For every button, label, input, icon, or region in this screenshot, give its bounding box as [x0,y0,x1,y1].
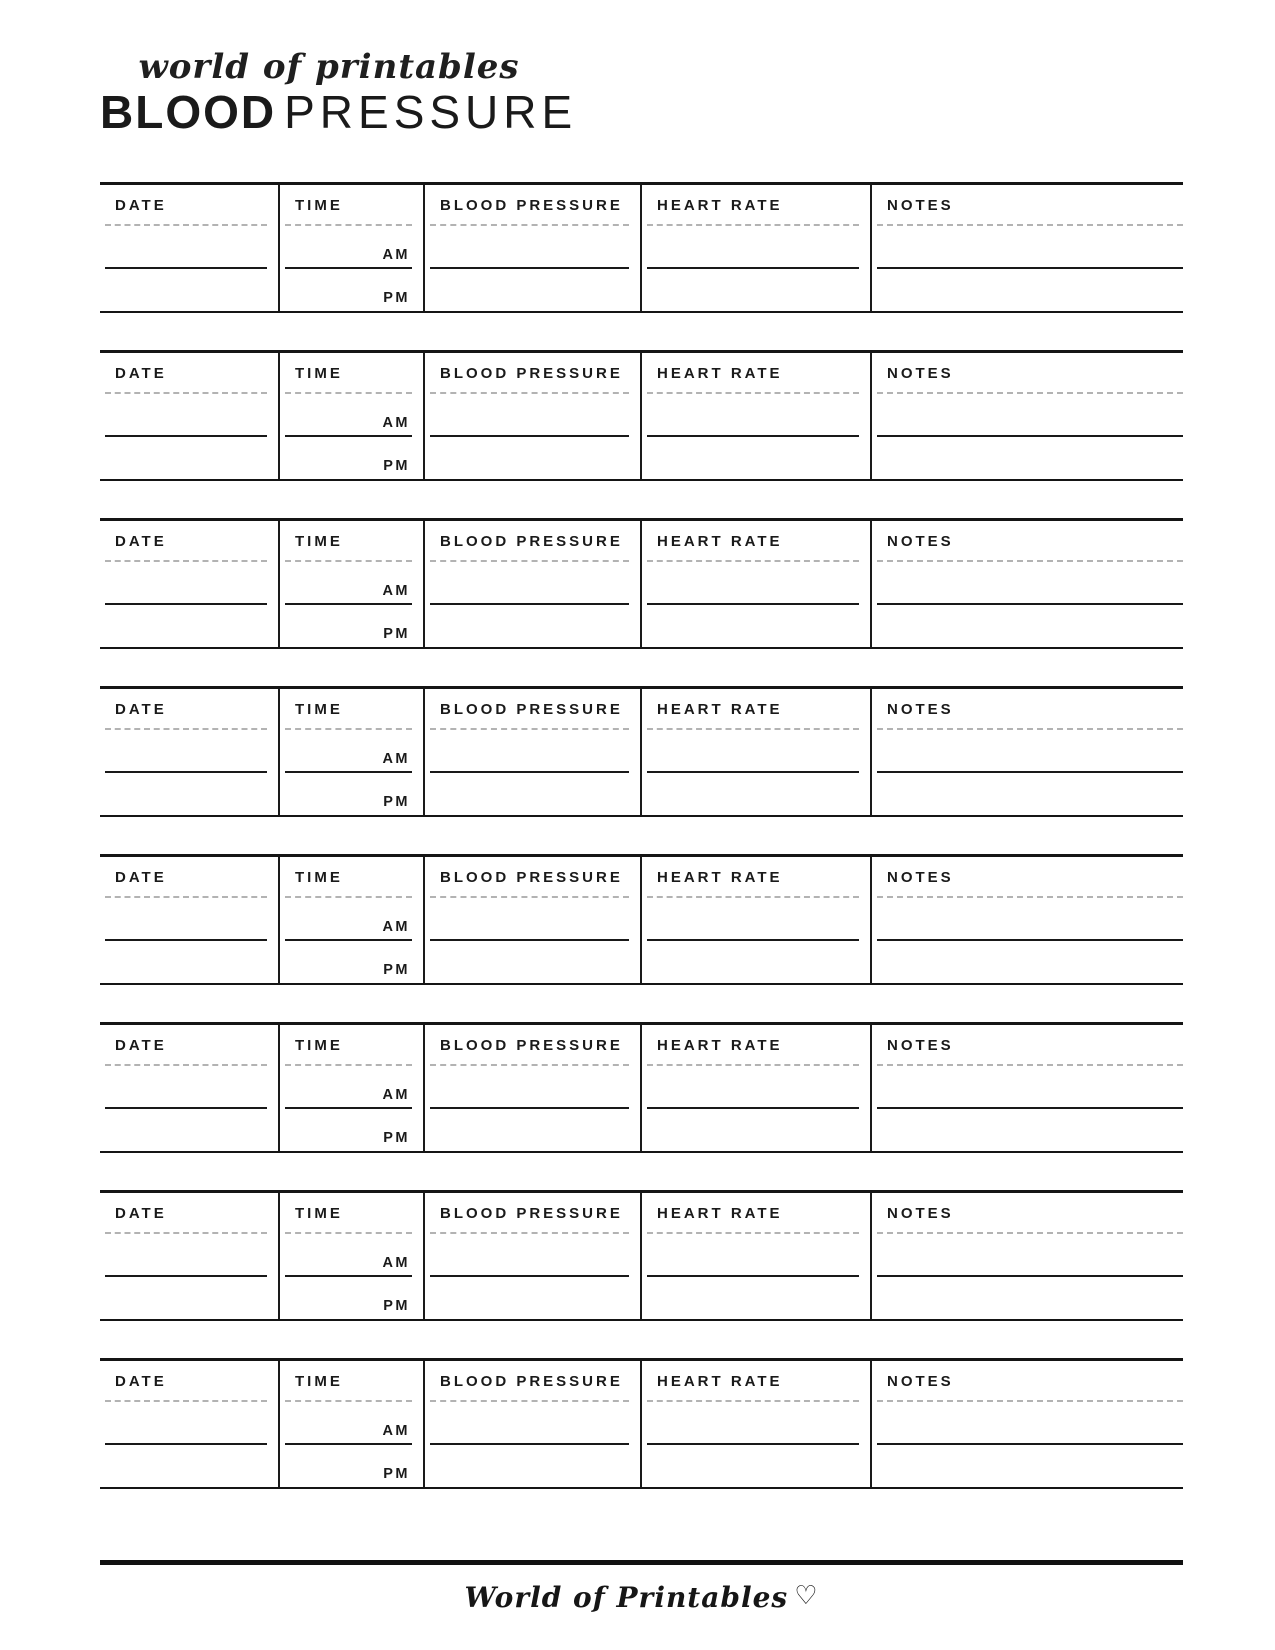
column-label-heart-rate: HEART RATE [657,1372,783,1390]
blood-pressure-pm-write-line [425,1444,642,1487]
date-am-write-line [100,1065,280,1108]
column-label-time: TIME [295,1204,343,1222]
bp-log-block [100,182,1183,313]
header-cell-time [280,1193,425,1233]
header-cell-date [100,689,280,729]
bp-log-block [100,686,1183,817]
notes-pm-write-line [872,940,1183,983]
pm-label: PM [383,1298,410,1314]
column-label-date: DATE [115,364,167,382]
header-cell-notes [872,857,1183,897]
time-pm-cell [280,268,425,311]
pm-label: PM [383,458,410,474]
blood-pressure-pm-write-line [425,268,642,311]
column-label-heart-rate: HEART RATE [657,532,783,550]
blood-pressure-am-write-line [425,897,642,940]
header-cell-time [280,1361,425,1401]
blood-pressure-pm-write-line [425,604,642,647]
blood-pressure-pm-write-line [425,1108,642,1151]
blood-pressure-am-write-line [425,729,642,772]
am-label: AM [382,583,410,599]
header-cell-heart-rate [642,185,872,225]
header-cell-time [280,1025,425,1065]
header-cell-notes [872,1361,1183,1401]
bp-log-block [100,1358,1183,1489]
time-am-cell [280,225,425,268]
header-cell-notes [872,353,1183,393]
heart-icon: ♡ [794,1581,819,1611]
heart-rate-am-write-line [642,1401,872,1444]
notes-am-write-line [872,393,1183,436]
heart-rate-am-write-line [642,561,872,604]
time-am-cell [280,729,425,772]
column-label-notes: NOTES [887,532,954,550]
notes-pm-write-line [872,772,1183,815]
notes-am-write-line [872,897,1183,940]
date-am-write-line [100,561,280,604]
time-am-cell [280,1065,425,1108]
notes-am-write-line [872,1401,1183,1444]
notes-pm-write-line [872,1108,1183,1151]
heart-rate-am-write-line [642,1065,872,1108]
time-pm-cell [280,1108,425,1151]
column-label-heart-rate: HEART RATE [657,1204,783,1222]
brand-script-text: world of printables [138,47,520,87]
time-am-cell [280,561,425,604]
page-title-bold: BLOOD [100,86,277,138]
blood-pressure-pm-write-line [425,772,642,815]
header-cell-date [100,857,280,897]
date-pm-write-line [100,940,280,983]
am-label: AM [382,1255,410,1271]
am-label: AM [382,247,410,263]
column-label-date: DATE [115,868,167,886]
blood-pressure-am-write-line [425,561,642,604]
column-label-time: TIME [295,532,343,550]
column-label-blood-pressure: BLOOD PRESSURE [440,532,623,550]
footer-brand-text: World of Printables [464,1581,789,1614]
blood-pressure-pm-write-line [425,436,642,479]
notes-pm-write-line [872,1276,1183,1319]
blood-pressure-am-write-line [425,1065,642,1108]
blood-pressure-am-write-line [425,1401,642,1444]
heart-rate-pm-write-line [642,940,872,983]
date-pm-write-line [100,1108,280,1151]
time-pm-cell [280,604,425,647]
header-cell-blood-pressure [425,185,642,225]
header-cell-time [280,185,425,225]
header-cell-blood-pressure [425,1193,642,1233]
page-title [100,86,578,138]
notes-pm-write-line [872,268,1183,311]
header-cell-date [100,353,280,393]
notes-pm-write-line [872,1444,1183,1487]
column-label-date: DATE [115,532,167,550]
pm-label: PM [383,962,410,978]
column-label-notes: NOTES [887,1372,954,1390]
column-label-blood-pressure: BLOOD PRESSURE [440,364,623,382]
column-label-heart-rate: HEART RATE [657,868,783,886]
header-cell-date [100,1025,280,1065]
am-label: AM [382,1087,410,1103]
am-label: AM [382,751,410,767]
heart-rate-am-write-line [642,225,872,268]
header-cell-notes [872,689,1183,729]
column-label-blood-pressure: BLOOD PRESSURE [440,1204,623,1222]
header-cell-date [100,1193,280,1233]
heart-rate-pm-write-line [642,1444,872,1487]
time-pm-cell [280,772,425,815]
header-cell-time [280,689,425,729]
pm-label: PM [383,1466,410,1482]
heart-rate-am-write-line [642,729,872,772]
date-am-write-line [100,897,280,940]
notes-am-write-line [872,225,1183,268]
pm-label: PM [383,290,410,306]
date-pm-write-line [100,772,280,815]
column-label-notes: NOTES [887,196,954,214]
column-label-date: DATE [115,1372,167,1390]
time-pm-cell [280,436,425,479]
column-label-date: DATE [115,1204,167,1222]
notes-pm-write-line [872,436,1183,479]
column-label-time: TIME [295,1372,343,1390]
time-am-cell [280,897,425,940]
heart-rate-am-write-line [642,393,872,436]
notes-am-write-line [872,729,1183,772]
header-cell-notes [872,185,1183,225]
heart-rate-am-write-line [642,897,872,940]
blood-pressure-am-write-line [425,393,642,436]
heart-rate-pm-write-line [642,268,872,311]
header-cell-notes [872,1193,1183,1233]
header-cell-blood-pressure [425,353,642,393]
header-cell-time [280,857,425,897]
column-label-blood-pressure: BLOOD PRESSURE [440,1036,623,1054]
bp-log-block [100,518,1183,649]
header-cell-time [280,353,425,393]
header-cell-heart-rate [642,1361,872,1401]
date-am-write-line [100,225,280,268]
header-cell-date [100,1361,280,1401]
header-cell-date [100,185,280,225]
am-label: AM [382,415,410,431]
column-label-notes: NOTES [887,700,954,718]
blood-pressure-pm-write-line [425,940,642,983]
date-pm-write-line [100,436,280,479]
heart-rate-pm-write-line [642,1108,872,1151]
column-label-date: DATE [115,1036,167,1054]
header-cell-blood-pressure [425,1361,642,1401]
column-label-notes: NOTES [887,868,954,886]
notes-am-write-line [872,1233,1183,1276]
bp-log-block [100,1022,1183,1153]
blood-pressure-am-write-line [425,1233,642,1276]
header-cell-blood-pressure [425,857,642,897]
notes-am-write-line [872,561,1183,604]
date-pm-write-line [100,268,280,311]
column-label-time: TIME [295,700,343,718]
date-pm-write-line [100,604,280,647]
pm-label: PM [383,794,410,810]
column-label-time: TIME [295,868,343,886]
header-cell-blood-pressure [425,521,642,561]
heart-rate-pm-write-line [642,1276,872,1319]
heart-rate-pm-write-line [642,436,872,479]
header-cell-heart-rate [642,1025,872,1065]
column-label-blood-pressure: BLOOD PRESSURE [440,1372,623,1390]
blood-pressure-am-write-line [425,225,642,268]
header-cell-heart-rate [642,1193,872,1233]
header-cell-date [100,521,280,561]
notes-pm-write-line [872,604,1183,647]
date-am-write-line [100,393,280,436]
date-am-write-line [100,1401,280,1444]
pm-label: PM [383,626,410,642]
column-label-time: TIME [295,1036,343,1054]
time-pm-cell [280,1444,425,1487]
footer-divider [100,1560,1183,1565]
page-title-light: PRESSURE [284,86,578,138]
column-label-heart-rate: HEART RATE [657,364,783,382]
header-cell-heart-rate [642,689,872,729]
column-label-heart-rate: HEART RATE [657,700,783,718]
column-label-blood-pressure: BLOOD PRESSURE [440,868,623,886]
header-cell-blood-pressure [425,1025,642,1065]
pm-label: PM [383,1130,410,1146]
time-am-cell [280,1401,425,1444]
column-label-notes: NOTES [887,364,954,382]
date-pm-write-line [100,1444,280,1487]
am-label: AM [382,1423,410,1439]
time-am-cell [280,1233,425,1276]
column-label-time: TIME [295,364,343,382]
header-cell-heart-rate [642,857,872,897]
column-label-notes: NOTES [887,1204,954,1222]
page-header [100,46,578,138]
date-pm-write-line [100,1276,280,1319]
time-pm-cell [280,940,425,983]
bp-log-block [100,854,1183,985]
notes-am-write-line [872,1065,1183,1108]
column-label-heart-rate: HEART RATE [657,196,783,214]
time-am-cell [280,393,425,436]
column-label-blood-pressure: BLOOD PRESSURE [440,700,623,718]
blood-pressure-pm-write-line [425,1276,642,1319]
am-label: AM [382,919,410,935]
page [100,0,1183,1614]
header-cell-time [280,521,425,561]
column-label-notes: NOTES [887,1036,954,1054]
header-cell-notes [872,1025,1183,1065]
date-am-write-line [100,729,280,772]
bp-log-block [100,1190,1183,1321]
log-blocks [100,182,1183,1489]
column-label-time: TIME [295,196,343,214]
header-cell-heart-rate [642,353,872,393]
header-cell-blood-pressure [425,689,642,729]
column-label-blood-pressure: BLOOD PRESSURE [440,196,623,214]
footer-brand [100,1581,1183,1614]
column-label-date: DATE [115,196,167,214]
header-cell-heart-rate [642,521,872,561]
bp-log-block [100,350,1183,481]
date-am-write-line [100,1233,280,1276]
heart-rate-pm-write-line [642,604,872,647]
header-cell-notes [872,521,1183,561]
heart-rate-pm-write-line [642,772,872,815]
column-label-heart-rate: HEART RATE [657,1036,783,1054]
column-label-date: DATE [115,700,167,718]
heart-rate-am-write-line [642,1233,872,1276]
time-pm-cell [280,1276,425,1319]
